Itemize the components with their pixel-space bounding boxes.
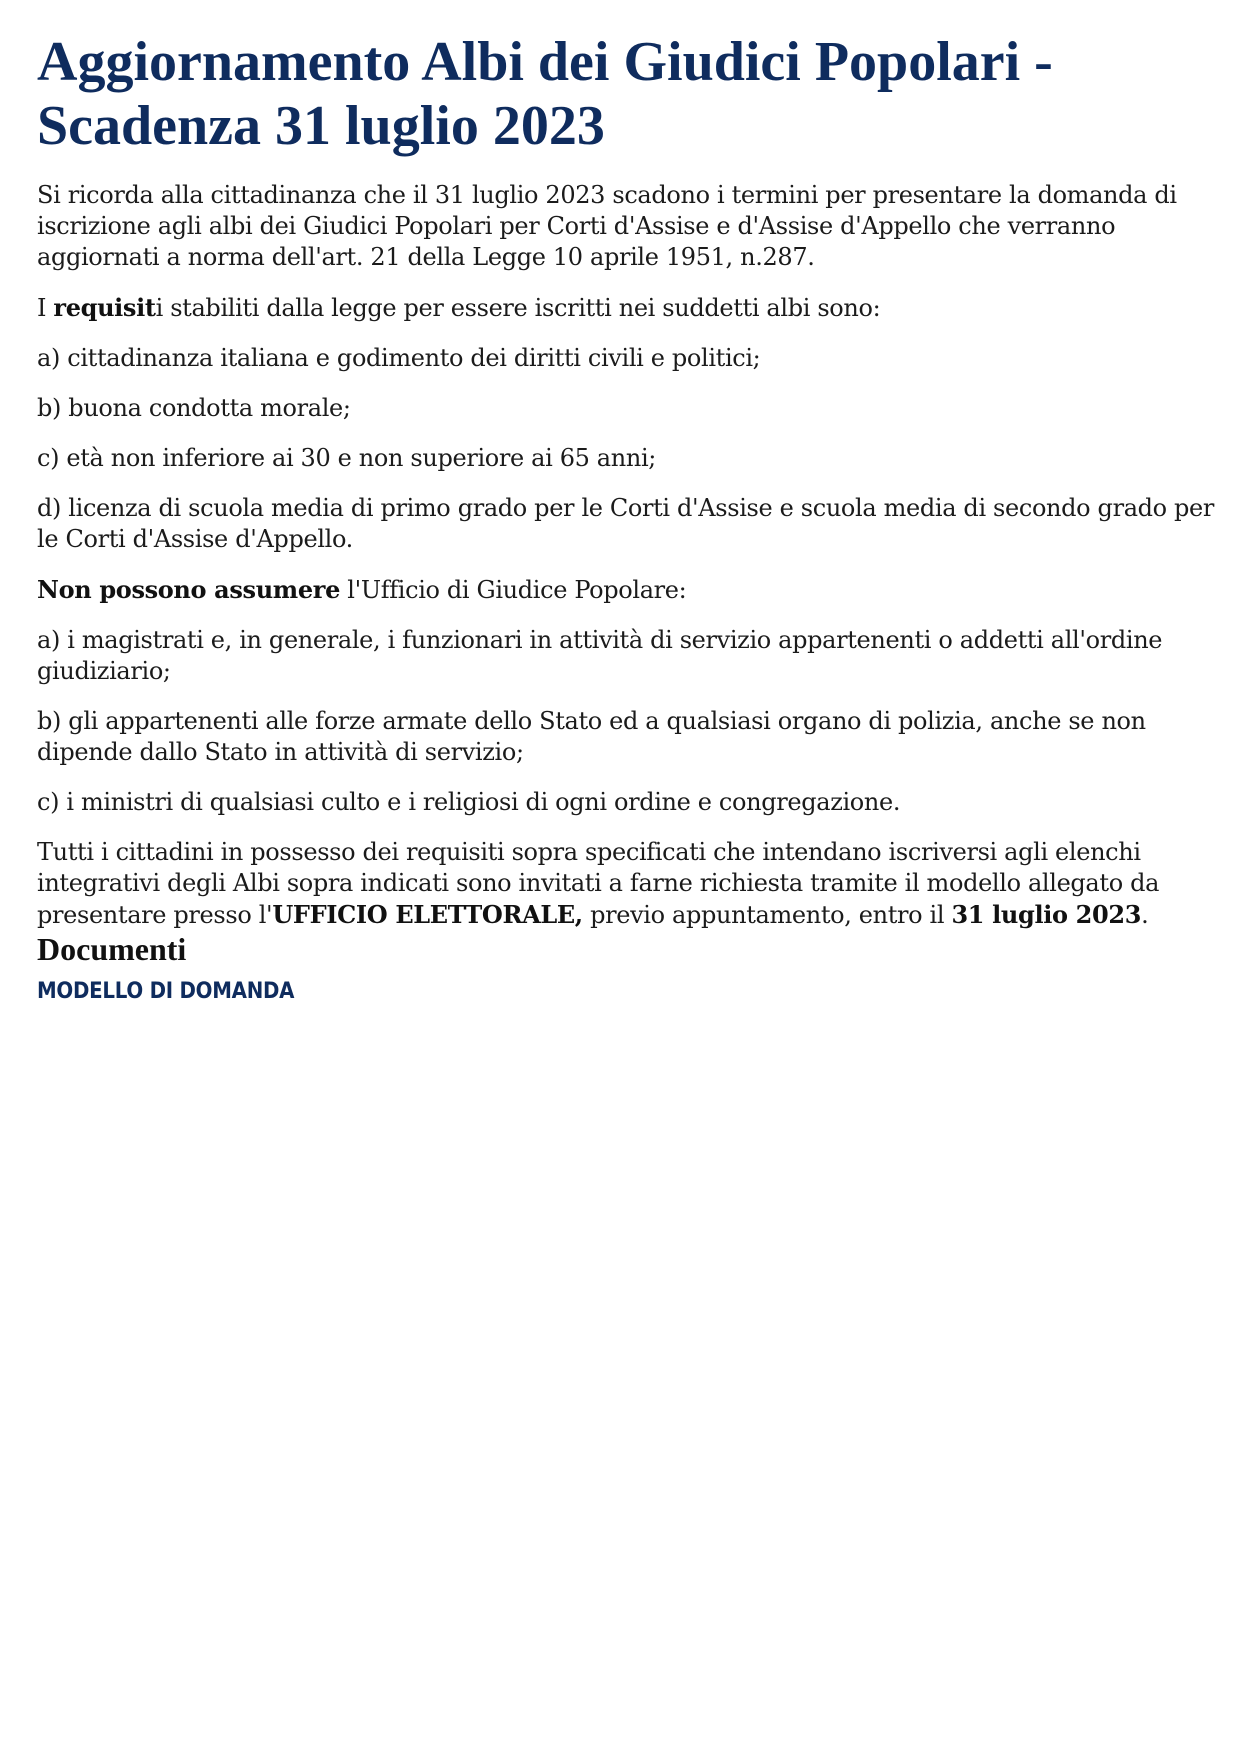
esclusi-lead — [37, 574, 1217, 606]
requisiti-lead-prefix: I — [37, 294, 54, 322]
escluso-a: a) i magistrati e, in generale, i funzionari in attività di servizio appartenenti o addetti all'ordine giudiziario; — [37, 626, 1163, 685]
escluso-b: b) gli appartenenti alle forze armate dello Stato ed a qualsiasi organo di polizia, anche se non dipende dallo Stato in attività di servizio; — [37, 707, 1146, 766]
modello-di-domanda-link[interactable]: MODELLO DI DOMANDA — [37, 979, 295, 1004]
requisiti-lead-bold: requisit — [53, 293, 156, 322]
documents-heading: Documenti — [37, 931, 187, 967]
closing-part3: . — [1141, 901, 1149, 929]
requisito-c: c) età non inferiore ai 30 e non superiore ai 65 anni; — [37, 444, 657, 472]
requisito-d: d) licenza di scuola media di primo grado per le Corti d'Assise e scuola media di secondo grado per le Corti d'Assise d'Appello. — [37, 494, 1215, 553]
closing-office: UFFICIO ELETTORALE, — [272, 900, 583, 929]
requisito-a: a) cittadinanza italiana e godimento dei diritti civili e politici; — [37, 344, 761, 372]
requisiti-lead-suffix: i stabiliti dalla legge per essere iscritti nei suddetti albi sono: — [155, 294, 881, 322]
esclusi-lead-suffix: l'Ufficio di Giudice Popolare: — [340, 576, 687, 604]
page-title: Aggiornamento Albi dei Giudici Popolari - Scadenza 31 luglio 2023 — [37, 31, 1053, 157]
closing-paragraph — [37, 837, 1217, 931]
closing-part2: previo appuntamento, entro il — [582, 901, 952, 929]
requisiti-lead — [37, 292, 1217, 324]
closing-deadline: 31 luglio 2023 — [951, 900, 1142, 929]
article — [37, 30, 1217, 1007]
escluso-c: c) i ministri di qualsiasi culto e i religiosi di ogni ordine e congregazione. — [37, 788, 901, 816]
requisito-b: b) buona condotta morale; — [37, 394, 351, 422]
intro-paragraph: Si ricorda alla cittadinanza che il 31 luglio 2023 scadono i termini per presentare la domanda di iscrizione agli albi dei Giudici Popolari per Corti d'Assise e d'Assise d'Appello che verranno aggiornati a norma dell'art. 21 della Legge 10 aprile 1951, n.287. — [37, 181, 1177, 271]
closing-part1: Tutti i cittadini in possesso dei requisiti sopra specificati che intendano iscriversi agli elenchi integrativi degli Albi sopra indicati sono invitati a farne richiesta tramite il modello allegato da presentare presso l' — [37, 838, 1160, 929]
esclusi-lead-bold: Non possono assumere — [37, 575, 340, 604]
